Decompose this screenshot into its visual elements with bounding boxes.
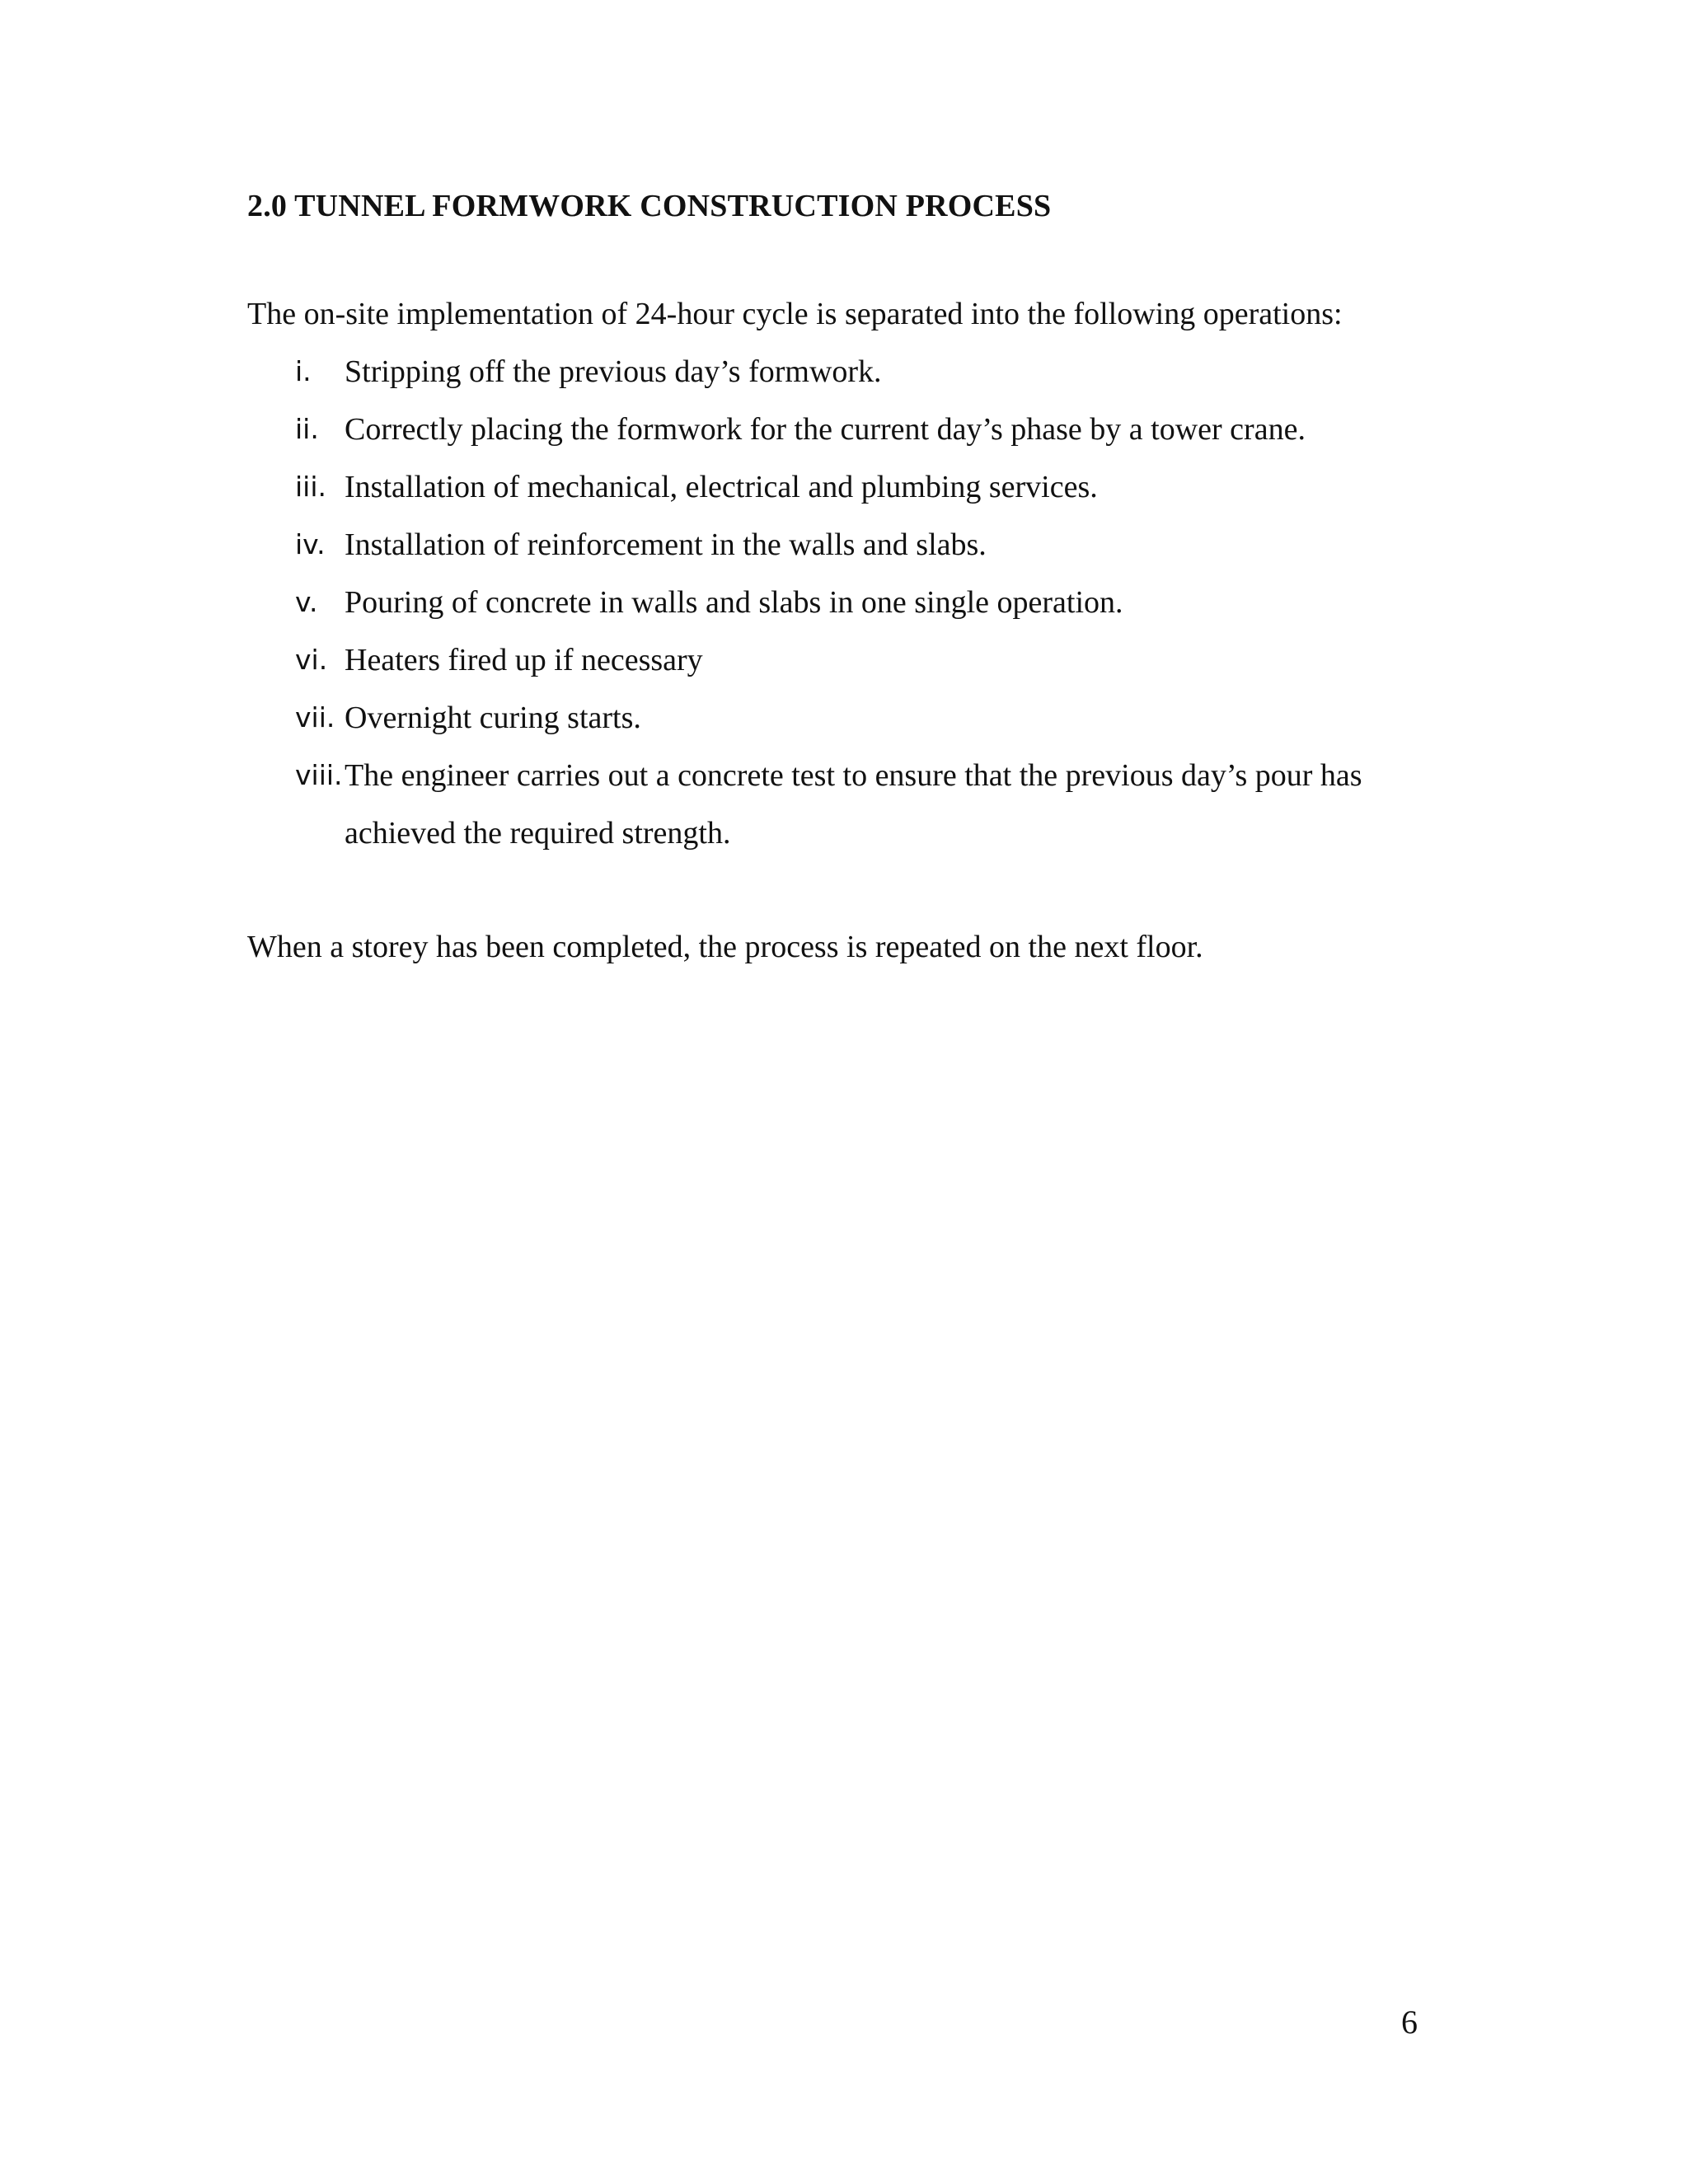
list-item bbox=[247, 631, 1451, 689]
page-content bbox=[247, 188, 1451, 976]
list-item-number: iii. bbox=[295, 470, 326, 503]
list-item-text: Installation of mechanical, electrical and plumbing services. bbox=[345, 469, 1098, 504]
list-item bbox=[247, 689, 1451, 747]
list-item-number: ii. bbox=[295, 412, 319, 445]
list-item-number: v. bbox=[295, 585, 318, 618]
list-item-text: Pouring of concrete in walls and slabs in one single operation. bbox=[345, 584, 1123, 620]
list-item-text: Overnight curing starts. bbox=[345, 700, 641, 735]
list-item bbox=[247, 574, 1451, 631]
list-item bbox=[247, 516, 1451, 574]
list-item-number: vii. bbox=[295, 701, 335, 733]
list-item-number: vi. bbox=[295, 643, 328, 676]
list-item-text: Correctly placing the formwork for the current day’s phase by a tower crane. bbox=[345, 411, 1306, 447]
page-number: 6 bbox=[1401, 2004, 1418, 2041]
section-heading: 2.0 TUNNEL FORMWORK CONSTRUCTION PROCESS bbox=[247, 189, 1052, 223]
list-item bbox=[247, 458, 1451, 516]
list-item bbox=[247, 747, 1451, 862]
list-item-text: Stripping off the previous day’s formwork. bbox=[345, 354, 882, 389]
list-item-number: i. bbox=[295, 354, 312, 387]
intro-paragraph: The on-site implementation of 24-hour cycle is separated into the following operations: bbox=[247, 296, 1343, 331]
list-item-number: viii. bbox=[295, 758, 343, 791]
list-item-text: Installation of reinforcement in the walls and slabs. bbox=[345, 527, 987, 562]
list-item bbox=[247, 401, 1451, 458]
list-item-text: The engineer carries out a concrete test to ensure that the previous day’s pour has achieved the required strength. bbox=[345, 757, 1362, 851]
list-item-text: Heaters fired up if necessary bbox=[345, 642, 703, 677]
list-item-number: iv. bbox=[295, 527, 326, 560]
closing-paragraph: When a storey has been completed, the process is repeated on the next floor. bbox=[247, 929, 1203, 964]
operations-list bbox=[247, 343, 1451, 862]
list-item bbox=[247, 343, 1451, 401]
